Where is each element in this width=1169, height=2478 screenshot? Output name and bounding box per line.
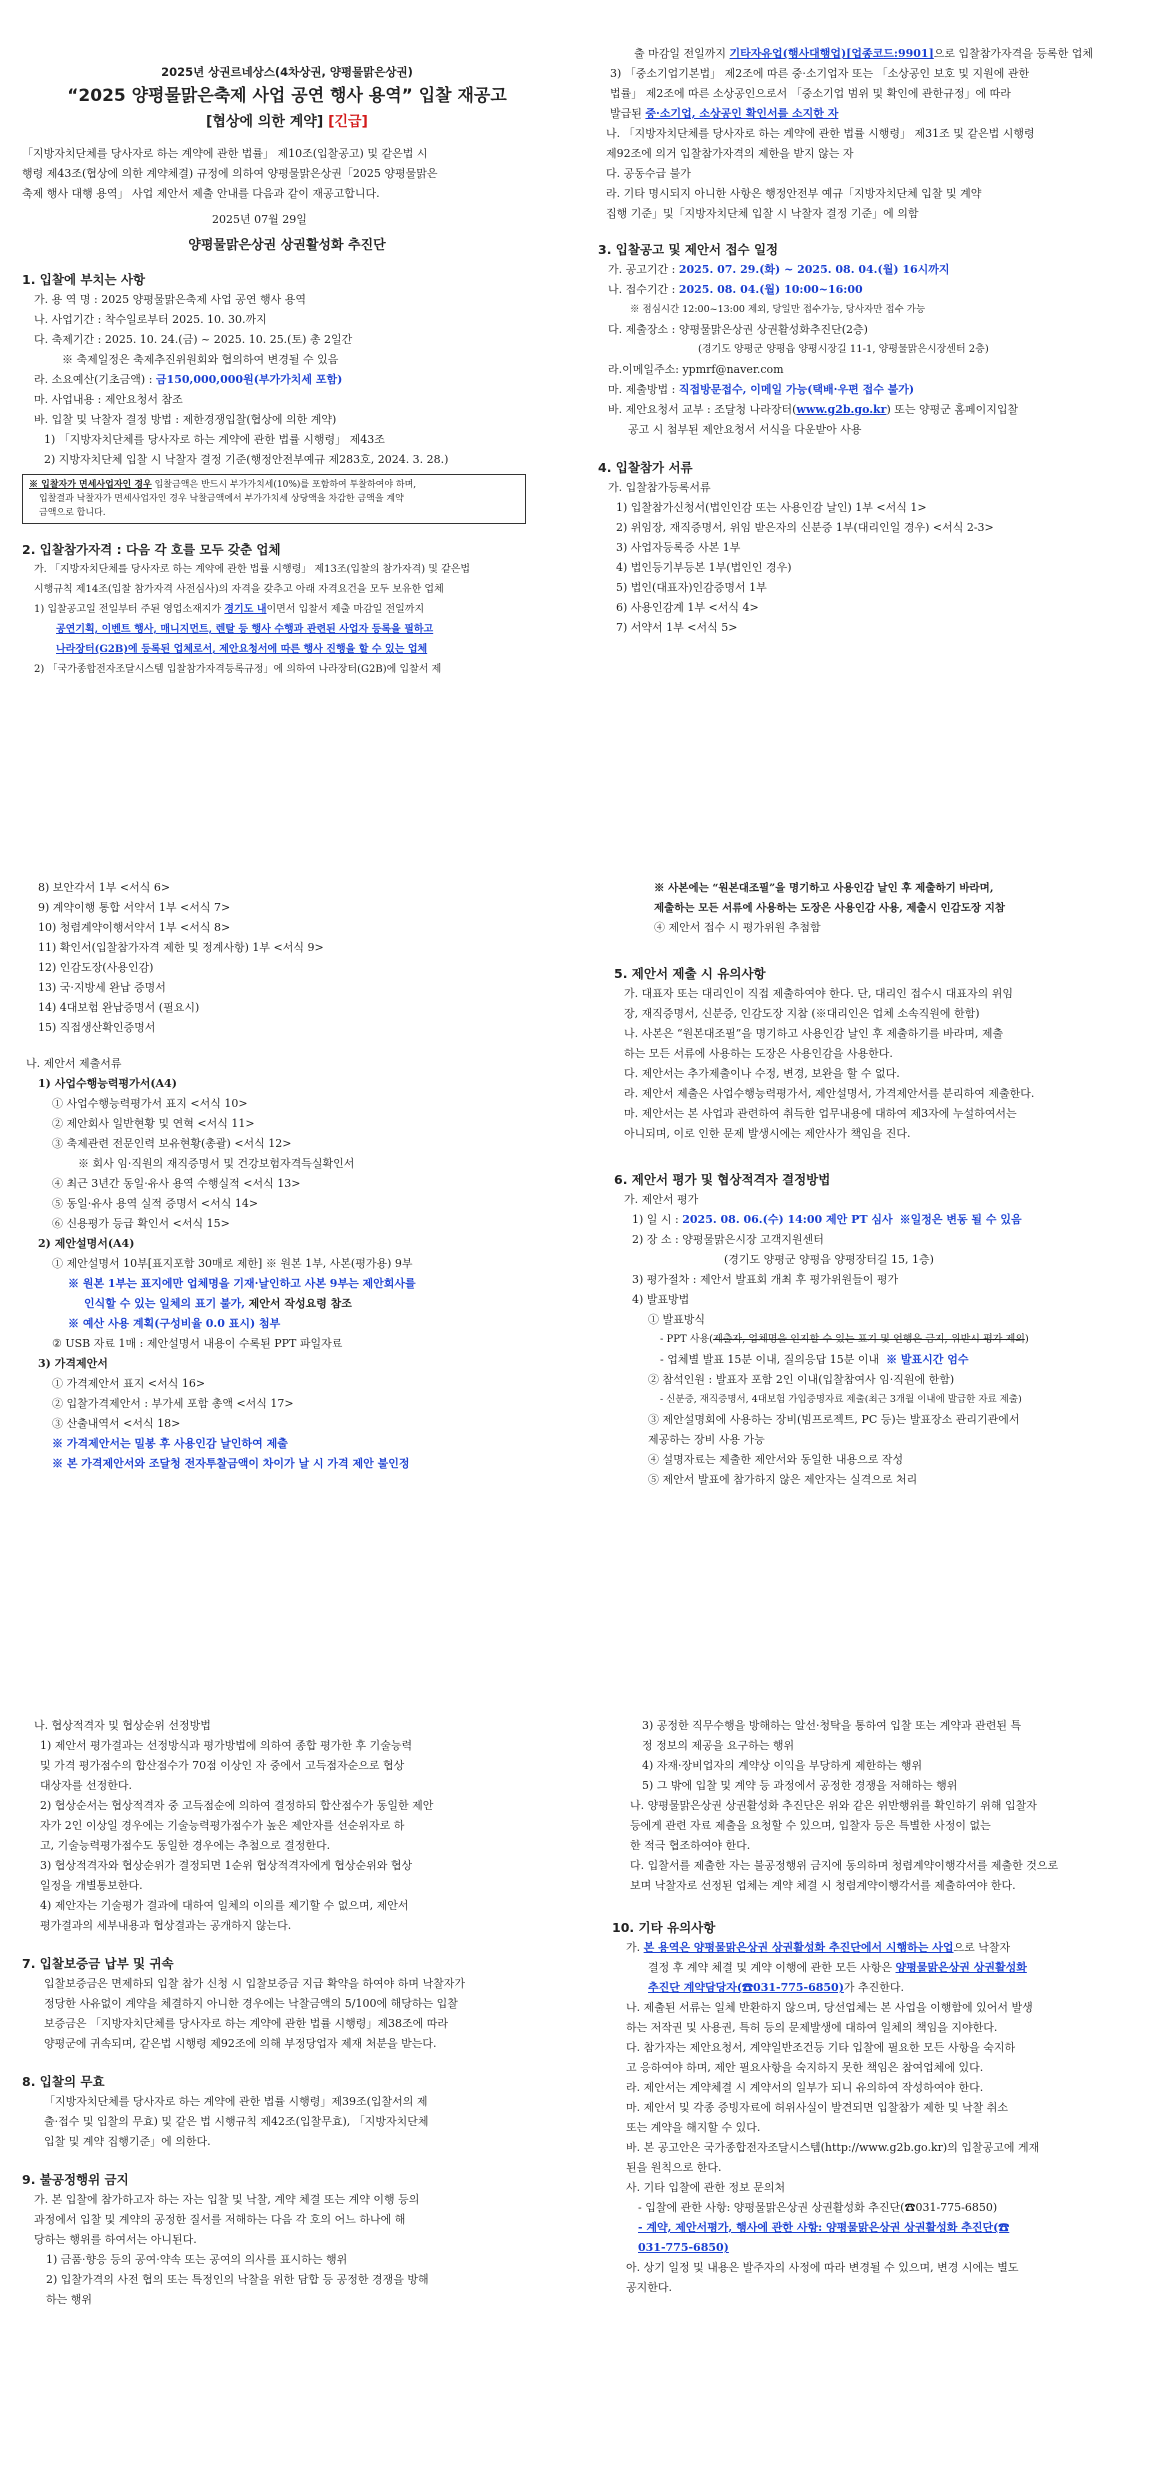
item-note: 인식할 수 있는 일체의 표기 불가, 제안서 작성요령 참조 <box>84 1297 352 1310</box>
item: 가. 대표자 또는 대리인이 직접 제출하여야 한다. 단, 대리인 접수시 대표자의 위임 <box>624 987 1013 1000</box>
item: 정당한 사유없이 계약을 체결하지 아니한 경우에는 낙찰금액의 5/100에 해당하는 입찰 <box>44 1997 458 2010</box>
section-7-body <box>22 1974 582 2054</box>
item: 10) 청렴계약이행서약서 1부 <서식 8> <box>38 921 231 934</box>
page-1 <box>0 0 1169 675</box>
item: 대상자를 선정한다. <box>40 1779 133 1792</box>
item: 출·접수 및 입찰의 무효) 및 같은 법 시행규칙 제42조(입찰무효), 「지방자치단체 <box>44 2115 429 2128</box>
item: 가. 제안서 평가 <box>624 1193 699 1206</box>
section-9-body <box>22 2190 582 2310</box>
item: 나. 협상적격자 및 협상순위 선정방법 <box>34 1719 211 1732</box>
item: 4) 자재·장비업자의 계약상 이익을 부당하게 제한하는 행위 <box>642 1759 923 1772</box>
item: 나. 양평물맑은상권 상권활성화 추진단은 위와 같은 위반행위를 확인하기 위해 입찰자 <box>630 1799 1037 1812</box>
item: 1) 입찰공고일 전일부터 주된 영업소재지가 경기도 내이면서 입찰서 제출 마감일 전일까지 <box>34 604 425 615</box>
contact-line: 031-775-6850) <box>638 2241 729 2254</box>
item-note: ※ 예산 사용 계획(구성비율 0.0 표시) 첨부 <box>68 1317 281 1330</box>
item: 법률」 제2조에 따른 소상공인으로서 「중소기업 범위 및 확인에 관한규정」에 따라 <box>610 87 1011 100</box>
item: - 신분증, 재직증명서, 4대보험 가입증명자료 제출(최근 3개월 이내에 발급한 자료 제출) <box>660 1394 1022 1405</box>
intro-line: 축제 행사 대행 용역」 사업 제안서 제출 안내를 다음과 같이 재공고합니다. <box>22 187 380 200</box>
item: 하는 저작권 및 사용권, 특허 등의 문제발생에 대하여 일체의 책임을 지야한다. <box>626 2021 998 2034</box>
industry-code-link[interactable]: 기타자유업(행사대행업)[업종코드:9901] <box>729 47 934 60</box>
seal-note: ※ 사본에는 “원본대조필”을 명기하고 사용인감 날인 후 제출하기 바라며, <box>654 882 994 894</box>
item: 공지한다. <box>626 2281 673 2294</box>
contact-line: - 계약, 제안서평가, 행사에 관한 사항: 양평물맑은상권 상권활성화 추진단(☎ <box>638 2221 1010 2234</box>
item: ③ 제안설명회에 사용하는 장비(빔프로젝트, PC 등)는 발표장소 관리기관에서 <box>648 1413 1020 1426</box>
item: 고 응하여야 하며, 제안 필요사항을 숙지하지 못한 책임은 참여업체에 있다. <box>626 2061 984 2074</box>
item: 또는 계약을 해지할 수 있다. <box>626 2121 761 2134</box>
item: 출 마감일 전일까지 기타자유업(행사대행업)[업종코드:9901]으로 입찰참가자격을 등록한 업체 <box>634 47 1094 60</box>
item: 마. 제안서는 본 사업과 관련하여 취득한 업무내용에 대하여 제3자에 누설하여서는 <box>624 1107 1017 1120</box>
page-title: “2025 양평물맑은축제 사업 공연 행사 용역” 입찰 재공고 <box>67 86 507 106</box>
notice-date: 2025년 07월 29일 <box>212 213 307 226</box>
item: ① 제안설명서 10부[표지포함 30매로 제한] ※ 원본 1부, 사본(평가용) 9부 <box>52 1257 413 1270</box>
organization: 양평물맑은상권 상권활성화 추진단 <box>188 238 386 253</box>
section-10-body <box>612 1938 1160 2298</box>
section-10-title: 10. 기타 유의사항 <box>612 1920 716 1935</box>
section-8-title: 8. 입찰의 무효 <box>22 2074 105 2089</box>
item: 결정 후 계약 체결 및 계약 이행에 관한 모든 사항은 양평물맑은상권 상권활성화 <box>648 1961 1027 1974</box>
item: 5) 그 밖에 입찰 및 계약 등 과정에서 공정한 경쟁을 저해하는 행위 <box>642 1779 958 1792</box>
page2-left-column <box>26 878 578 1474</box>
page1-left-column <box>22 62 552 680</box>
urgent-badge: [긴급] <box>328 114 368 130</box>
section-3-body <box>598 260 1158 440</box>
item: 마. 제출방법 : 직접방문접수, 이메일 가능(택배·우편 접수 불가) <box>608 383 915 396</box>
item-note: ※ 원본 1부는 표지에만 업체명을 기재·날인하고 사본 9부는 제안회사를 <box>68 1277 416 1290</box>
item: 나. 제안서 제출서류 <box>26 1057 122 1070</box>
item: 다. 축제기간 : 2025. 10. 24.(금) ~ 2025. 10. 25.(토) 총 2일간 <box>34 333 353 346</box>
seal-note: 제출하는 모든 서류에 사용하는 도장은 사용인감 사용, 제출시 인감도장 지참 <box>654 902 1005 914</box>
item: 다. 입찰서를 제출한 자는 불공정행위 금지에 동의하며 청렴계약이행각서를 제출한 것으로 <box>630 1859 1059 1872</box>
item: ③ 축제관련 전문인력 보유현황(총괄) <서식 12> <box>52 1137 292 1150</box>
item: 2) 위임장, 재직증명서, 위임 받은자의 신분증 1부(대리인일 경우) <서식 2-3> <box>616 521 994 534</box>
section-6-title: 6. 제안서 평가 및 협상적격자 결정방법 <box>614 1172 831 1187</box>
item: ⑤ 동일·유사 용역 실적 증명서 <서식 14> <box>52 1197 259 1210</box>
item: 한 적극 협조하여야 한다. <box>630 1839 751 1852</box>
item: 1) 입찰참가신청서(법인인감 또는 사용인감 날인) 1부 <서식 1> <box>616 501 927 514</box>
item: 사. 기타 입찰에 관한 정보 문의처 <box>626 2181 786 2194</box>
section-8-body <box>22 2092 582 2152</box>
item: 가. 본 용역은 양평물맑은상권 상권활성화 추진단에서 시행하는 사업으로 낙찰자 <box>626 1941 1011 1954</box>
item: 2) 「국가종합전자조달시스템 입찰참가자격등록규정」에 의하여 나라장터(G2B)에 입찰서 제 <box>34 664 442 675</box>
item: 아니되며, 이로 인한 문제 발생시에는 제안사가 책임을 진다. <box>624 1127 911 1140</box>
section-3-title: 3. 입찰공고 및 제안서 접수 일정 <box>598 242 779 257</box>
page-2 <box>0 870 1169 1600</box>
item: 추진단 계약담당자(☎031-775-6850)가 추진한다. <box>648 1981 905 1994</box>
item: 3) 사업자등록증 사본 1부 <box>616 541 741 554</box>
item: 시행규칙 제14조(입찰 참가자격 사전심사)의 자격을 갖추고 아래 자격요건을 모두 보유한 업체 <box>34 584 444 595</box>
item: 3) 평가절차 : 제안서 발표회 개최 후 평가위원들이 평가 <box>632 1273 899 1286</box>
budget-line: 라. 소요예산(기초금액) : 금150,000,000원(부가가치세 포함) <box>34 373 343 386</box>
contact-line: - 입찰에 관한 사항: 양평물맑은상권 상권활성화 추진단(☎031-775-6850) <box>638 2201 998 2214</box>
budget-amount: 금150,000,000원(부가가치세 포함) <box>155 373 343 386</box>
section-2-title: 2. 입찰참가자격 : 다음 각 호를 모두 갖춘 업체 <box>22 542 281 557</box>
section-5-title: 5. 제안서 제출 시 유의사항 <box>614 966 766 981</box>
item: 14) 4대보험 완납증명서 (필요시) <box>38 1001 200 1014</box>
item: 된을 원칙으로 한다. <box>626 2161 722 2174</box>
item: 다. 제출장소 : 양평물맑은상권 상권활성화추진단(2층) <box>608 323 868 336</box>
item: ② 참석인원 : 발표자 포함 2인 이내(입찰참여사 임·직원에 한함) <box>648 1373 955 1386</box>
item: 등에게 관련 자료 제출을 요청할 수 있으며, 입찰자 등은 특별한 사정이 없는 <box>630 1819 991 1832</box>
subheading: 3) 가격제안서 <box>38 1357 108 1370</box>
item: 다. 제안서는 추가제출이나 수정, 변경, 보완을 할 수 없다. <box>624 1067 900 1080</box>
item: ④ 설명자료는 제출한 제안서와 동일한 내용으로 작성 <box>648 1453 904 1466</box>
item: 공연기획, 이벤트 행사, 매니지먼트, 렌탈 등 행사 수행과 관련된 사업자 등록을 필하고 <box>56 624 434 635</box>
page-3 <box>0 1710 1169 2470</box>
item-note: ※ 가격제안서는 밀봉 후 사용인감 날인하여 제출 <box>52 1437 288 1450</box>
item: 정 정보의 제공을 요구하는 행위 <box>642 1739 795 1752</box>
section-1-body <box>22 290 552 470</box>
item: 2) 지방자치단체 입찰 시 낙찰자 결정 기준(행정안전부예규 제283호, 2024. 3. 28.) <box>44 453 449 466</box>
section-4-title: 4. 입찰참가 서류 <box>598 460 693 475</box>
item: ② 입찰가격제안서 : 부가세 포함 총액 <서식 17> <box>52 1397 294 1410</box>
item: 가. 본 입찰에 참가하고자 하는 자는 입찰 및 낙찰, 계약 체결 또는 계약 이행 등의 <box>34 2193 420 2206</box>
item: 3) 공정한 직무수행을 방해하는 알선·청탁을 통하여 입찰 또는 계약과 관련된 특 <box>642 1719 1022 1732</box>
item: 제92조에 의거 입찰참가자격의 제한을 받지 않는 자 <box>606 147 854 160</box>
section-7-title: 7. 입찰보증금 납부 및 귀속 <box>22 1956 174 1971</box>
eval-date: 1) 일 시 : 2025. 08. 06.(수) 14:00 제안 PT 심사 ※일정은 변동 될 수 있음 <box>632 1213 1022 1226</box>
item: 입찰 및 계약 집행기준」에 의한다. <box>44 2135 211 2148</box>
section-2-body <box>22 560 552 680</box>
item: 15) 직접생산확인증명서 <box>38 1021 156 1034</box>
item: ① 발표방식 <box>648 1313 706 1326</box>
item: 4) 제안자는 기술평가 결과에 대하여 일체의 이의를 제기할 수 없으며, 제안서 <box>40 1899 409 1912</box>
section-6-body <box>614 1190 1159 1490</box>
item: 아. 상기 일정 및 내용은 발주자의 사정에 따라 변경될 수 있으며, 변경 시에는 별도 <box>626 2261 1019 2274</box>
section-5-body <box>614 984 1159 1144</box>
item-note: ※ 회사 임·직원의 재직증명서 및 건강보험자격득실확인서 <box>78 1157 355 1170</box>
item: 마. 제안서 및 각종 증빙자료에 허위사실이 발견되면 입찰참가 제한 및 낙찰 취소 <box>626 2101 1008 2114</box>
item: 하는 행위 <box>46 2293 93 2306</box>
intro-line: 행령 제43조(협상에 의한 계약체결) 규정에 의하여 양평물맑은상권「2025 양평물맑은 <box>22 167 438 180</box>
item: 나. 「지방자치단체를 당사자로 하는 계약에 관한 법률 시행령」 제31조 및 같은법 시행령 <box>606 127 1035 140</box>
item: 과정에서 입찰 및 계약의 공정한 질서를 저해하는 다음 각 호의 어느 하나에 해 <box>34 2213 406 2226</box>
item: 고, 기술능력평가점수도 동일한 경우에는 추첨으로 결정한다. <box>40 1839 331 1852</box>
item: 1) 「지방자치단체를 당사자로 하는 계약에 관한 법률 시행령」 제43조 <box>44 433 385 446</box>
item: 자가 2인 이상일 경우에는 기술능력평가점수가 높은 제안자를 선순위자로 하 <box>40 1819 405 1832</box>
item-note: ※ 본 가격제안서와 조달청 전자투찰금액이 차이가 날 시 가격 제안 불인정 <box>52 1457 410 1470</box>
tax-note-box: ※ 입찰자가 면세사업자인 경우 입찰금액은 반드시 부가가치세(10%)를 포함하여 투찰하여야 하며, 입찰결과 낙찰자가 면세사업자인 경우 낙찰금액에서 부가가치세 상당액을 차감한 금액을 계약 금액으로 합니다. <box>22 474 526 524</box>
item: 3) 「중소기업기본법」 제2조에 따른 중·소기업자 또는 「소상공인 보호 및 지원에 관한 <box>610 67 1030 80</box>
item: (경기도 양평군 양평읍 양평시장길 11-1, 양평물맑은시장센터 2층) <box>698 344 989 355</box>
page3-right-column <box>612 1716 1160 2298</box>
item: - PPT 사용(제출자, 업체명을 인지할 수 있는 표기 및 언행은 금지, 위반시 평가 제외) <box>660 1334 1029 1345</box>
page1-right-column <box>598 44 1158 638</box>
item: 2) 협상순서는 협상적격자 중 고득점순에 의하여 결정하되 합산점수가 동일한 제안 <box>40 1799 434 1812</box>
item: 13) 국·지방세 완납 증명서 <box>38 981 166 994</box>
item: ② USB 자료 1매 : 제안설명서 내용이 수록된 PPT 파일자료 <box>52 1337 343 1350</box>
subheading: 1) 사업수행능력평가서(A4) <box>38 1077 177 1090</box>
item: 나. 사업기간 : 착수일로부터 2025. 10. 30.까지 <box>34 313 267 326</box>
item: 일정을 개별통보한다. <box>40 1879 143 1892</box>
item: 1) 금품·향응 등의 공여·약속 또는 공여의 의사를 표시하는 행위 <box>46 2253 348 2266</box>
page3-left-column <box>22 1716 582 2310</box>
item-note: ※ 점심시간 12:00~13:00 제외, 당일만 접수가능, 당사자만 접수 가능 <box>630 304 926 315</box>
item: 1) 제안서 평가결과는 선정방식과 평가방법에 의하여 종합 평가한 후 기술능력 <box>40 1739 413 1752</box>
item: 2) 장 소 : 양평물맑은시장 고객지원센터 <box>632 1233 824 1246</box>
item: 나. 제출된 서류는 일체 반환하지 않으며, 당선업체는 본 사업을 이행함에 있어서 발생 <box>626 2001 1033 2014</box>
item: 7) 서약서 1부 <서식 5> <box>616 621 738 634</box>
page2-right-column <box>614 878 1159 1490</box>
item: 9) 계약이행 통합 서약서 1부 <서식 7> <box>38 901 231 914</box>
item: 마. 사업내용 : 제안요청서 참조 <box>34 393 183 406</box>
item: 8) 보안각서 1부 <서식 6> <box>38 881 171 894</box>
contract-type: [협상에 의한 계약] <box>206 114 324 130</box>
item-note: ※ 축제일정은 축제추진위원회와 협의하여 변경될 수 있음 <box>62 353 339 366</box>
item: 다. 공동수급 불가 <box>606 167 691 180</box>
email: 라.이메일주소: ypmrf@naver.com <box>608 363 784 376</box>
item: ⑥ 신용평가 등급 확인서 <서식 15> <box>52 1217 230 1230</box>
pre-title: 2025년 상권르네상스(4차상권, 양평물맑은상권) <box>161 65 413 79</box>
item: 라. 기타 명시되지 아니한 사항은 행정안전부 예규「지방자치단체 입찰 및 계약 <box>606 187 982 200</box>
item: 바. 제안요청서 교부 : 조달청 나라장터(www.g2b.go.kr) 또는 양평군 홈페이지입찰 <box>608 403 1019 416</box>
item: 공고 시 첨부된 제안요청서 서식을 다운받아 사용 <box>628 423 862 436</box>
item: ① 사업수행능력평가서 표지 <서식 10> <box>52 1097 248 1110</box>
item: 12) 인감도장(사용인감) <box>38 961 154 974</box>
item: 발급된 중·소기업, 소상공인 확인서를 소지한 자 <box>610 107 839 120</box>
section-9-title: 9. 불공정행위 금지 <box>22 2172 129 2187</box>
item: 보며 낙찰자로 선정된 업체는 계약 체결 시 청렴계약이행각서를 제출하여야 한다. <box>630 1879 1016 1892</box>
item: ① 가격제안서 표지 <서식 16> <box>52 1377 206 1390</box>
item: ⑤ 제안서 발표에 참가하지 않은 제안자는 실격으로 처리 <box>648 1473 918 1486</box>
section-1-title: 1. 입찰에 부치는 사항 <box>22 272 146 287</box>
item: (경기도 양평군 양평읍 양평장터길 15, 1층) <box>724 1253 934 1266</box>
item: 가. 공고기간 : 2025. 07. 29.(화) ~ 2025. 08. 04.(월) 16시까지 <box>608 263 950 276</box>
item: ③ 산출내역서 <서식 18> <box>52 1417 181 1430</box>
item: 바. 본 공고안은 국가종합전자조달시스템(http://www.g2b.go.kr)의 입찰공고에 게재 <box>626 2141 1040 2154</box>
item: 및 가격 평가점수의 합산점수가 70점 이상인 자 중에서 고득점자순으로 협상 <box>40 1759 405 1772</box>
intro <box>22 144 552 204</box>
item: 바. 입찰 및 낙찰자 결정 방법 : 제한경쟁입찰(협상에 의한 계약) <box>34 413 337 426</box>
item: 입찰보증금은 면제하되 입찰 참가 신청 시 입찰보증금 지급 확약을 하여야 하며 낙찰자가 <box>44 1977 465 1990</box>
item: 양평군에 귀속되며, 같은법 시행령 제92조에 의해 부정당업자 제재 처분을 받는다. <box>44 2037 437 2050</box>
item: - 업체별 발표 15분 이내, 질의응답 15분 이내 ※ 발표시간 엄수 <box>660 1353 969 1366</box>
item: 3) 협상적격자와 협상순위가 결정되면 1순위 협상적격자에게 협상순위와 협상 <box>40 1859 413 1872</box>
item: 4) 발표방법 <box>632 1293 690 1306</box>
g2b-link[interactable]: www.g2b.go.kr <box>796 403 887 416</box>
receive-period: 2025. 08. 04.(월) 10:00~16:00 <box>678 283 863 296</box>
item: ④ 최근 3년간 동일·유사 용역 수행실적 <서식 13> <box>52 1177 301 1190</box>
section-4-body <box>598 478 1158 638</box>
intro-line: 「지방자치단체를 당사자로 하는 계약에 관한 법률」 제10조(입찰공고) 및 같은법 시 <box>22 147 428 160</box>
item: ④ 제안서 접수 시 평가위원 추첨함 <box>654 921 821 934</box>
item: 나. 사본은 “원본대조필”을 명기하고 사용인감 날인 후 제출하기를 바라며, 제출 <box>624 1027 1004 1040</box>
notice-period: 2025. 07. 29.(화) ~ 2025. 08. 04.(월) 16시까지 <box>678 263 950 276</box>
item: 당하는 행위를 하여서는 아니된다. <box>34 2233 197 2246</box>
item: 4) 법인등기부등본 1부(법인인 경우) <box>616 561 792 574</box>
item: 11) 확인서(입찰참가자격 제한 및 정계사항) 1부 <서식 9> <box>38 941 324 954</box>
item: 장, 재직증명서, 신분증, 인감도장 지참 (※대리인은 업체 소속직원에 한함) <box>624 1007 980 1020</box>
item: 나라장터(G2B)에 등록된 업체로서, 제안요청서에 따른 행사 진행을 할 수 있는 업체 <box>56 644 428 655</box>
item: 「지방자치단체를 당사자로 하는 계약에 관한 법률 시행령」제39조(입찰서의 제 <box>44 2095 428 2108</box>
item: 다. 참가자는 제안요청서, 계약일반조건등 기타 입찰에 필요한 모든 사항을 숙지하 <box>626 2041 1016 2054</box>
item: 나. 접수기간 : 2025. 08. 04.(월) 10:00~16:00 <box>608 283 863 296</box>
item: 2) 입찰가격의 사전 협의 또는 특정인의 낙찰을 위한 담합 등 공정한 경쟁을 방해 <box>46 2273 429 2286</box>
subheading: 2) 제안설명서(A4) <box>38 1237 135 1250</box>
item: ② 제안회사 일반현황 및 연혁 <서식 11> <box>52 1117 255 1130</box>
item: 라. 제안서 제출은 사업수행능력평가서, 제안설명서, 가격제안서를 분리하여 제출한다. <box>624 1087 1035 1100</box>
item: 5) 법인(대표자)인감증명서 1부 <box>616 581 767 594</box>
item: 보증금은 「지방자치단체를 당사자로 하는 계약에 관한 법률 시행령」제38조에 따라 <box>44 2017 448 2030</box>
item: 제공하는 장비 사용 가능 <box>648 1433 765 1446</box>
item: 가. 입찰참가등록서류 <box>608 481 711 494</box>
item: 하는 모든 서류에 사용하는 도장은 사용인감을 사용한다. <box>624 1047 893 1060</box>
item: 집행 기준」및「지방자치단체 입찰 시 낙찰자 결정 기준」에 의함 <box>606 207 919 220</box>
item: 평가결과의 세부내용과 협상결과는 공개하지 않는다. <box>40 1919 292 1932</box>
item: 가. 「지방자치단체를 당사자로 하는 계약에 관한 법률 시행령」 제13조(입찰의 참가자격) 및 같은법 <box>34 564 471 575</box>
item: 6) 사용인감계 1부 <서식 4> <box>616 601 759 614</box>
subtitle <box>22 110 552 134</box>
item: 가. 용 역 명 : 2025 양평물맑은축제 사업 공연 행사 용역 <box>34 293 307 306</box>
item: 라. 제안서는 계약체결 시 계약서의 일부가 되니 유의하여 작성하여야 한다. <box>626 2081 984 2094</box>
